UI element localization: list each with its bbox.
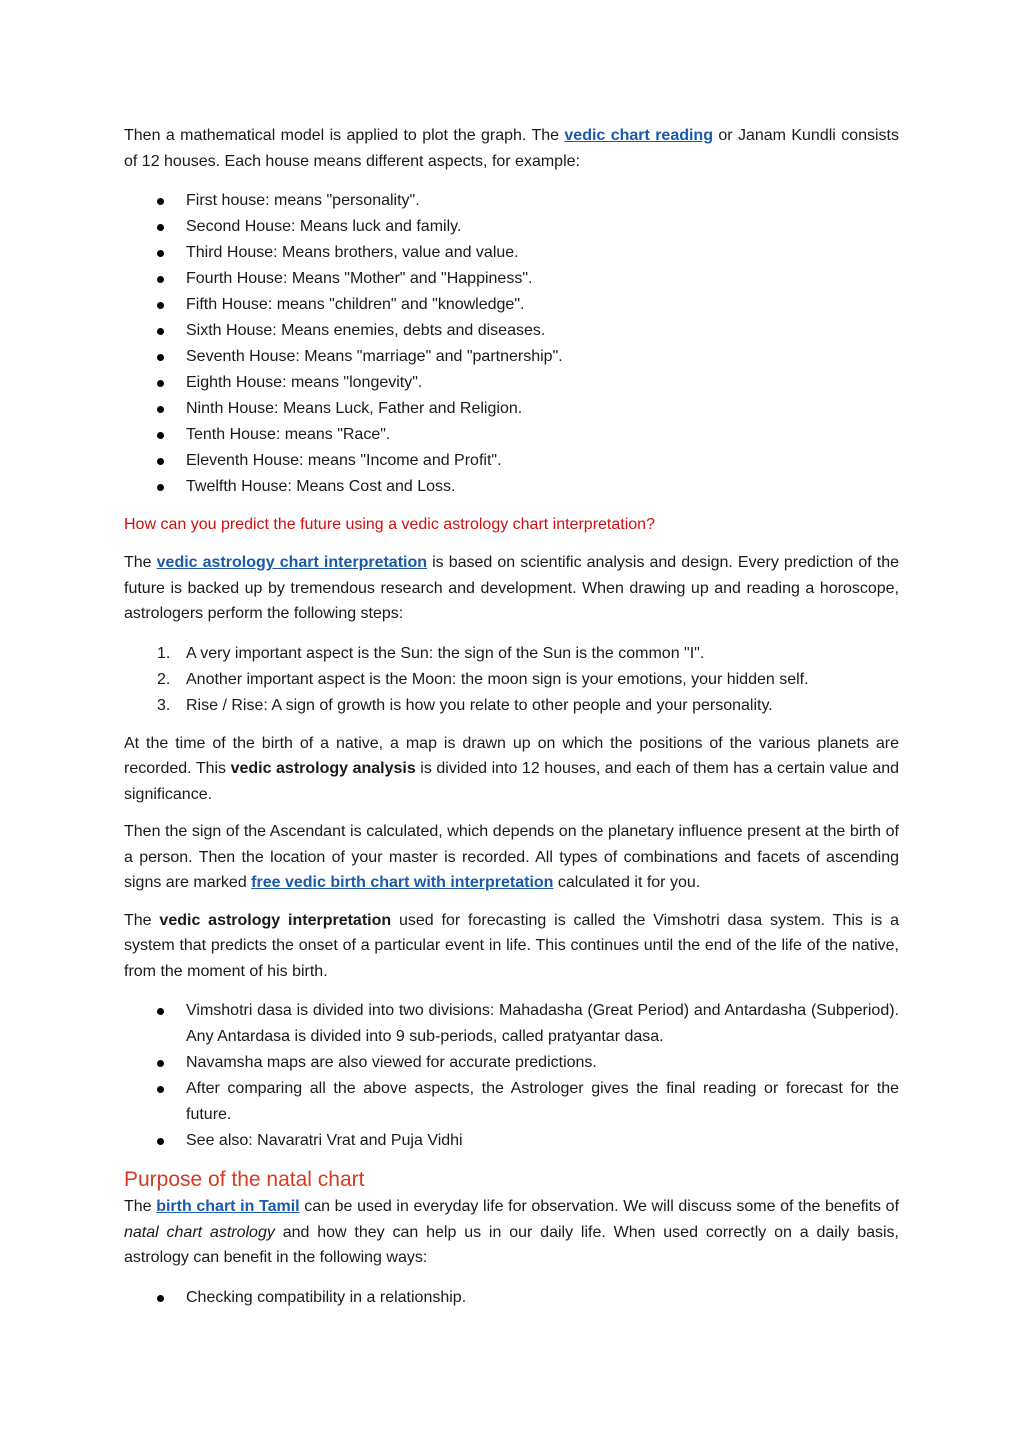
list-item: After comparing all the above aspects, the Astrologer gives the final reading or forecast for the future. xyxy=(124,1076,899,1128)
free-vedic-birth-chart-link[interactable]: free vedic birth chart with interpretation xyxy=(251,874,554,891)
list-number: 1. xyxy=(157,644,171,662)
list-item: Eighth House: means "longevity". xyxy=(124,370,899,396)
list-item: Seventh House: Means "marriage" and "partnership". xyxy=(124,344,899,370)
prediction-subheading: How can you predict the future using a vedic astrology chart interpretation? xyxy=(124,516,655,533)
intro-text: Then a mathematical model is applied to plot the graph. The xyxy=(124,127,565,144)
list-item: Twelfth House: Means Cost and Loss. xyxy=(124,474,899,500)
bold-term: vedic astrology interpretation xyxy=(159,911,392,929)
paragraph-text: is based on scientific analysis and design. Every prediction of the future is backed up by tremendous research and development. When drawing up and reading a horoscope, astrologers perform the following steps: xyxy=(124,554,899,622)
list-item: See also: Navaratri Vrat and Puja Vidhi xyxy=(124,1128,899,1154)
list-item xyxy=(124,667,899,693)
paragraph-text: is divided into 12 houses, and each of them has a certain value and significance. xyxy=(124,760,900,803)
list-item-text: Rise / Rise: A sign of growth is how you relate to other people and your personality. xyxy=(186,696,773,714)
list-item: Vimshotri dasa is divided into two divisions: Mahadasha (Great Period) and Antardasha (Subperiod). Any Antardasa is divided into 9 sub-periods, called pratyantar dasa. xyxy=(124,998,899,1050)
benefits-list xyxy=(124,1285,899,1311)
list-item: Eleventh House: means "Income and Profit". xyxy=(124,448,899,474)
list-item xyxy=(124,693,899,719)
paragraph-text: and how they can help us in our daily life. When used correctly on a daily basis, astrology can benefit in the following ways: xyxy=(124,1223,900,1266)
list-item-text: Another important aspect is the Moon: the moon sign is your emotions, your hidden self. xyxy=(186,670,809,688)
paragraph-text: The xyxy=(124,554,157,571)
list-number: 2. xyxy=(157,670,171,688)
list-item: Sixth House: Means enemies, debts and diseases. xyxy=(124,318,899,344)
birth-map-paragraph xyxy=(124,731,899,808)
vedic-chart-reading-link[interactable]: vedic chart reading xyxy=(564,127,713,144)
list-item: Tenth House: means "Race". xyxy=(124,422,899,448)
paragraph-text: The xyxy=(124,1198,157,1215)
purpose-heading: Purpose of the natal chart xyxy=(124,1168,365,1191)
list-item: Fifth House: means "children" and "knowledge". xyxy=(124,292,899,318)
interpretation-paragraph xyxy=(124,550,899,627)
list-number: 3. xyxy=(157,696,171,714)
paragraph-text: calculated it for you. xyxy=(553,874,701,891)
list-item: Second House: Means luck and family. xyxy=(124,214,899,240)
dasa-paragraph xyxy=(124,908,899,985)
paragraph-text: can be used in everyday life for observation. We will discuss some of the benefits of xyxy=(299,1198,900,1215)
steps-list xyxy=(124,641,899,719)
intro-text-end: or Janam Kundli consists of 12 houses. Each house means different aspects, for example: xyxy=(124,127,900,170)
ascendant-paragraph xyxy=(124,819,899,896)
dasa-list xyxy=(124,998,899,1154)
bold-term: vedic astrology analysis xyxy=(230,760,416,777)
list-item: Fourth House: Means "Mother" and "Happiness". xyxy=(124,266,899,292)
list-item: Ninth House: Means Luck, Father and Religion. xyxy=(124,396,899,422)
document-body xyxy=(124,123,899,1311)
list-item-text: A very important aspect is the Sun: the sign of the Sun is the common "I". xyxy=(186,644,705,662)
list-item: Checking compatibility in a relationship. xyxy=(124,1285,899,1311)
list-item: Third House: Means brothers, value and value. xyxy=(124,240,899,266)
vedic-astrology-chart-interpretation-link[interactable]: vedic astrology chart interpretation xyxy=(156,554,428,571)
houses-list xyxy=(124,188,899,500)
birth-chart-tamil-link[interactable]: birth chart in Tamil xyxy=(156,1198,300,1215)
list-item: Navamsha maps are also viewed for accurate predictions. xyxy=(124,1050,899,1076)
list-item: First house: means "personality". xyxy=(124,188,899,214)
list-item xyxy=(124,641,899,667)
intro-paragraph xyxy=(124,123,899,174)
paragraph-text: The xyxy=(124,911,160,929)
italic-term: natal chart astrology xyxy=(124,1223,275,1241)
paragraph-text: used for forecasting is called the Vimshotri dasa system. This is a system that predicts the onset of a particular event in life. This continues until the end of the life of the native, from the moment of his birth. xyxy=(124,911,900,980)
purpose-paragraph xyxy=(124,1194,899,1271)
paragraph-text: At the time of the birth of a native, a map is drawn up on which the positions of the various planets are recorded. This xyxy=(124,734,899,777)
paragraph-text: Then the sign of the Ascendant is calculated, which depends on the planetary influence present at the birth of a person. Then the location of your master is recorded. All types of combinations and facets of ascending signs are marked xyxy=(124,823,899,891)
